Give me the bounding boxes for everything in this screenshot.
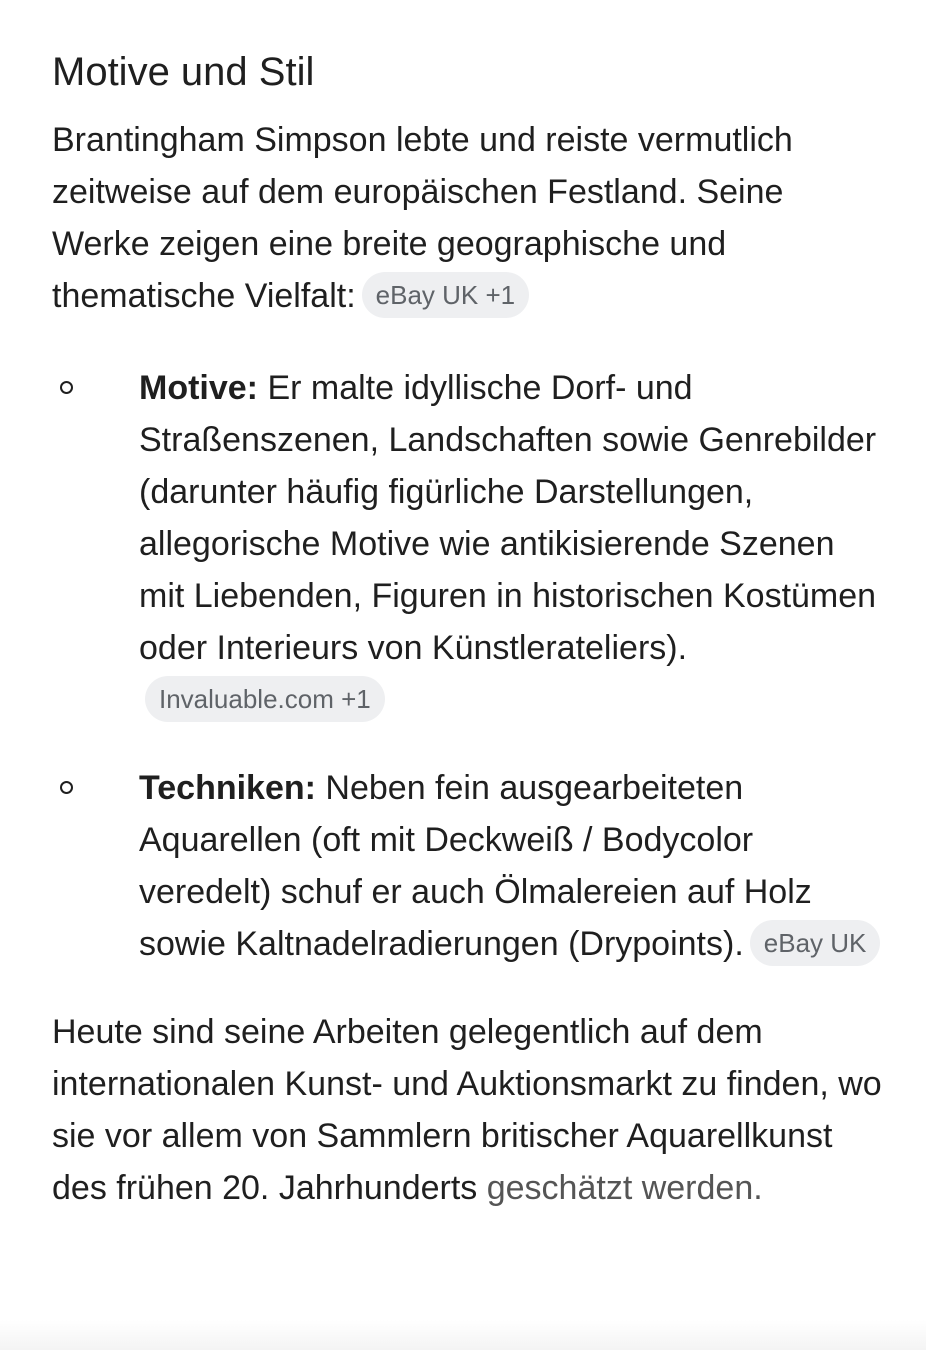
- closing-text-faded: geschätzt werden.: [486, 1169, 763, 1207]
- list-item-techniken: [52, 762, 882, 970]
- list-item-text: Er malte idyllische Dorf- und Straßenszenen, Landschaften sowie Genrebilder (darunter häufig figürliche Darstellungen, allegorische Motive wie antikisierende Szenen mit Liebenden, Figuren in historischen Kostümen oder Interieurs von Künstlerateliers).: [139, 369, 877, 667]
- detail-list: [52, 362, 882, 970]
- closing-paragraph: [52, 1006, 882, 1214]
- closing-text: Heute sind seine Arbeiten gelegentlich auf dem internationalen Kunst- und Auktionsmarkt zu finden, wo sie vor allem von Sammlern britischer Aquarellkunst des frühen 20. Jahrhunderts: [52, 1013, 882, 1207]
- list-item-label: Motive:: [139, 369, 258, 407]
- bottom-fade-overlay: [0, 1320, 926, 1350]
- intro-paragraph: [52, 114, 882, 322]
- section-heading: Motive und Stil: [52, 50, 315, 94]
- intro-text: Brantingham Simpson lebte und reiste vermutlich zeitweise auf dem europäischen Festland. Seine Werke zeigen eine breite geographische und thematische Vielfalt:: [52, 121, 793, 315]
- response-content: [52, 46, 882, 1214]
- list-item-label: Techniken:: [139, 769, 316, 807]
- source-chip-invaluable[interactable]: Invaluable.com +1: [145, 676, 385, 722]
- source-chip-ebay-uk[interactable]: eBay UK: [750, 920, 881, 966]
- list-item-text: Neben fein ausgearbeiteten Aquarellen (oft mit Deckweiß / Bodycolor veredelt) schuf er auch Ölmalereien auf Holz sowie Kaltnadelradierungen (Drypoints).: [139, 769, 812, 963]
- hollow-circle-bullet-icon: [60, 781, 73, 794]
- source-chip-ebay-uk-plus-1[interactable]: eBay UK +1: [362, 272, 529, 318]
- hollow-circle-bullet-icon: [60, 381, 73, 394]
- list-item-motive: [52, 362, 882, 726]
